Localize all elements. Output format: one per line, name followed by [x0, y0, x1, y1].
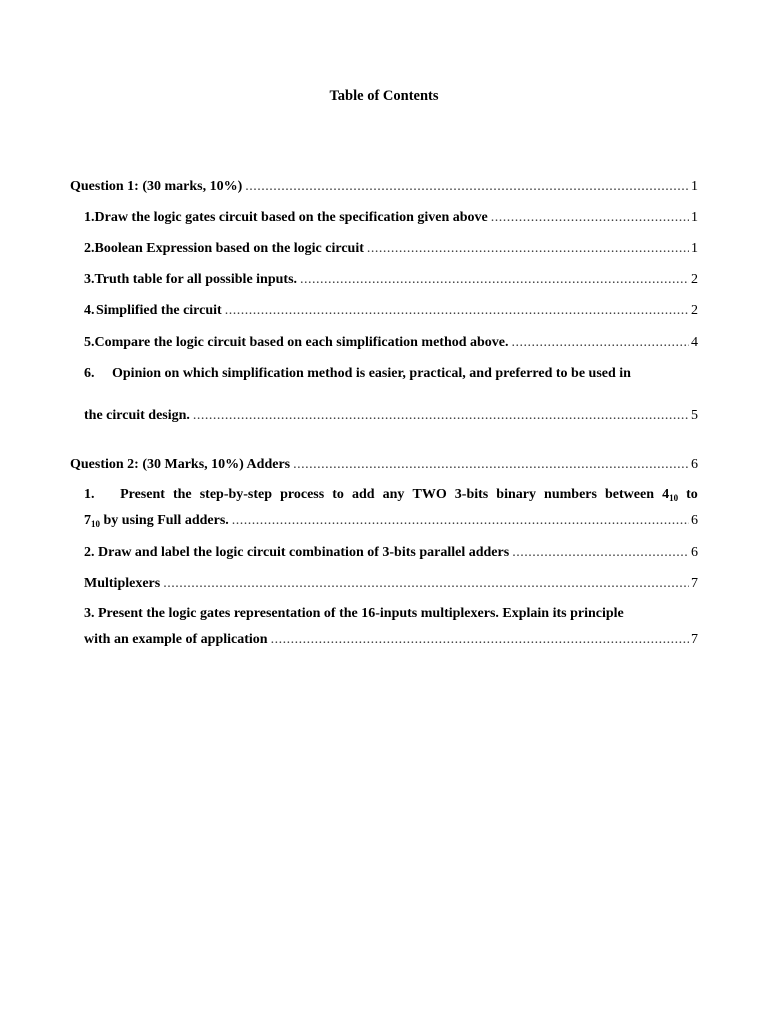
word: 3-bits — [454, 487, 489, 502]
dot-leader — [225, 302, 689, 320]
item-number: 5. — [84, 335, 95, 350]
toc-entry-text: Question 1: (30 marks, 10%) — [70, 179, 243, 194]
toc-entry-q1-item-6-line-2[interactable] — [84, 407, 698, 425]
dot-leader — [512, 334, 689, 352]
toc-page-number: 6 — [691, 513, 698, 528]
toc-entry-text: Simplified the circuit — [95, 303, 222, 318]
toc-entry-text: Boolean Expression based on the logic circuit — [94, 241, 364, 256]
toc-entry-text: Question 2: (30 Marks, 10%) Adders — [70, 457, 291, 472]
toc-entry-q2-item-3-line-2[interactable] — [84, 631, 698, 649]
toc-entry-text: Multiplexers — [84, 576, 161, 591]
dot-leader — [367, 240, 689, 258]
dot-leader — [491, 209, 689, 227]
dot-leader — [245, 178, 689, 196]
word: step-by-step — [199, 487, 273, 502]
toc-page-number: 6 — [691, 545, 698, 560]
word: to — [686, 487, 698, 502]
dot-leader — [512, 544, 689, 562]
toc-entry-q1-item-2[interactable] — [84, 240, 698, 258]
word: between — [605, 487, 655, 502]
toc-page-number: 7 — [691, 576, 698, 591]
dot-leader — [293, 456, 689, 474]
word: binary — [496, 487, 536, 502]
word: numbers — [544, 487, 597, 502]
toc-page-number: 6 — [691, 457, 698, 472]
toc-entry-multiplexers[interactable] — [84, 575, 698, 593]
toc-entry-q2-item-3-line-1[interactable] — [84, 605, 698, 623]
toc-entry-q2-item-2[interactable] — [84, 544, 698, 562]
toc-entry-question-1[interactable] — [70, 178, 698, 196]
toc-entry-text: 3. Present the logic gates representation of the 16-inputs multiplexers. Explain its principle — [84, 606, 624, 621]
dot-leader — [232, 512, 689, 530]
subscript-number: $4_{10}$ — [662, 487, 679, 503]
word: the — [172, 487, 192, 502]
toc-entry-q1-item-4[interactable] — [84, 302, 698, 320]
word: process — [280, 487, 325, 502]
item-number: 6. — [84, 366, 95, 381]
item-number: 4. — [84, 303, 95, 318]
toc-page-number: 2 — [691, 272, 698, 287]
toc-entry-text: Draw the logic gates circuit based on the specification given above — [94, 210, 488, 225]
toc-page-number: 1 — [691, 179, 698, 194]
toc-entry-text: $7_{10}$ by using Full adders. — [84, 513, 229, 529]
dot-leader — [163, 575, 689, 593]
item-number: 3. — [84, 272, 95, 287]
toc-entry-q2-item-1-line-2[interactable] — [84, 512, 698, 530]
item-number: 2. — [84, 241, 95, 256]
word: TWO — [412, 487, 447, 502]
toc-page-number: 1 — [691, 210, 698, 225]
toc-entry-text: Truth table for all possible inputs. — [94, 272, 298, 287]
toc-page-number: 5 — [691, 408, 698, 423]
toc-entry-q1-item-3[interactable] — [84, 271, 698, 289]
toc-entry-q1-item-6-line-1[interactable] — [84, 365, 698, 383]
toc-title: Table of Contents — [329, 88, 439, 104]
toc-entry-text: Opinion on which simplification method is easier, practical, and preferred to be used in — [112, 366, 631, 381]
toc-entry-question-2[interactable] — [70, 456, 698, 474]
dot-leader — [300, 271, 689, 289]
word: to — [332, 487, 344, 502]
toc-entry-q2-item-1-line-1[interactable] — [84, 486, 698, 504]
toc-entry-text: the circuit design. — [84, 408, 190, 423]
toc-entry-text: with an example of application — [84, 632, 268, 647]
toc-page-number: 7 — [691, 632, 698, 647]
toc-entry-q1-item-5[interactable] — [84, 334, 698, 352]
toc-entry-q1-item-1[interactable] — [84, 209, 698, 227]
toc-entry-text: 2. Draw and label the logic circuit combination of 3-bits parallel adders — [84, 545, 510, 560]
toc-page-number: 2 — [691, 303, 698, 318]
dot-leader — [271, 631, 689, 649]
word: add — [351, 487, 375, 502]
item-number: 1. — [84, 210, 95, 225]
toc-page-number: 1 — [691, 241, 698, 256]
dot-leader — [193, 407, 689, 425]
toc-page-number: 4 — [691, 335, 698, 350]
item-number: 1. — [84, 487, 95, 502]
word: any — [382, 487, 405, 502]
word: Present — [120, 487, 165, 502]
toc-entry-text: Compare the logic circuit based on each simplification method above. — [94, 335, 509, 350]
